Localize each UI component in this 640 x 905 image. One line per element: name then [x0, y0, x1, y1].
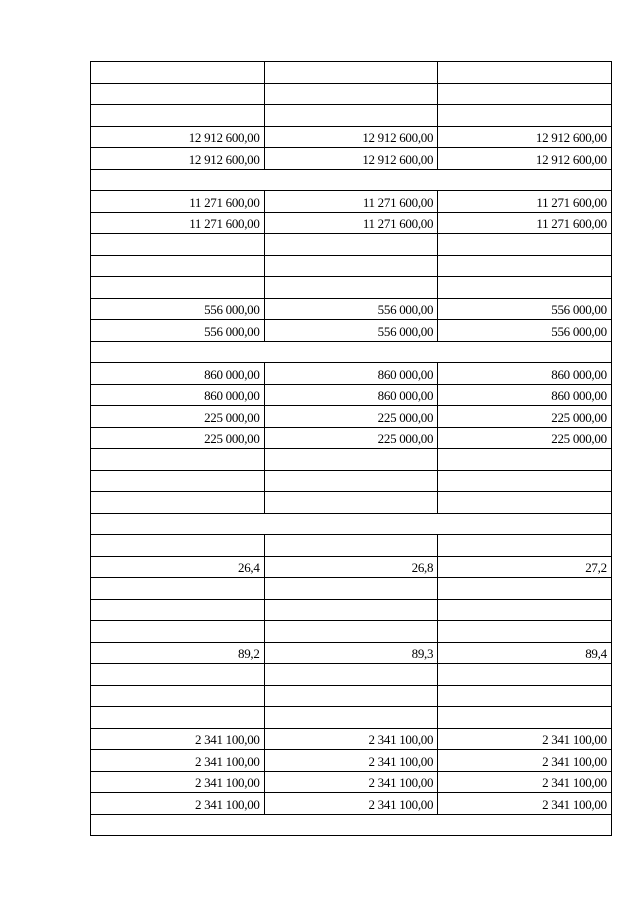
table-cell-col2: 225 000,00	[264, 427, 438, 449]
table-row	[91, 277, 612, 299]
table-row	[91, 685, 612, 707]
table-cell-col1: 2 341 100,00	[91, 793, 265, 815]
table-cell-col1	[91, 470, 265, 492]
table-cell-col1: 225 000,00	[91, 406, 265, 428]
table-cell-col3	[438, 685, 612, 707]
table-cell-col2: 26,8	[264, 556, 438, 578]
table-cell-col2: 2 341 100,00	[264, 750, 438, 772]
table-row	[91, 105, 612, 127]
table-cell-col3: 2 341 100,00	[438, 771, 612, 793]
table-cell-col2: 2 341 100,00	[264, 728, 438, 750]
table-cell-col3: 12 912 600,00	[438, 126, 612, 148]
table-cell-col2	[264, 277, 438, 299]
table-cell-col3: 556 000,00	[438, 298, 612, 320]
table-cell-col1: 11 271 600,00	[91, 212, 265, 234]
table-cell-col3	[438, 599, 612, 621]
table-cell-col1: 11 271 600,00	[91, 191, 265, 213]
table-cell-col3: 860 000,00	[438, 384, 612, 406]
table-cell-col1: 225 000,00	[91, 427, 265, 449]
table-body	[91, 62, 612, 836]
table-cell-col2: 556 000,00	[264, 298, 438, 320]
table-row	[91, 427, 612, 449]
table-cell-col3	[438, 664, 612, 686]
table-row	[91, 234, 612, 256]
table-cell-col2	[264, 105, 438, 127]
table-cell-col3	[438, 277, 612, 299]
table-row	[91, 728, 612, 750]
table-cell-col2	[264, 492, 438, 514]
table-row	[91, 642, 612, 664]
table-row	[91, 578, 612, 600]
table-cell-col2: 2 341 100,00	[264, 793, 438, 815]
table-cell-col2	[264, 664, 438, 686]
table-cell-col3: 225 000,00	[438, 406, 612, 428]
table-cell-col1	[91, 83, 265, 105]
table-cell-col1: 12 912 600,00	[91, 148, 265, 170]
table-cell-col2	[264, 599, 438, 621]
table-row	[91, 212, 612, 234]
table-row	[91, 83, 612, 105]
table-row	[91, 556, 612, 578]
table-cell-col2	[264, 578, 438, 600]
table-cell-col1	[91, 664, 265, 686]
table-cell-col2	[264, 449, 438, 471]
table-row	[91, 406, 612, 428]
table-row	[91, 814, 612, 836]
table-cell-col1	[91, 449, 265, 471]
table-cell-col3: 11 271 600,00	[438, 212, 612, 234]
table-cell-col2	[264, 707, 438, 729]
table-cell-col3: 225 000,00	[438, 427, 612, 449]
table-cell-col1	[91, 277, 265, 299]
data-table	[90, 61, 612, 836]
table-row	[91, 298, 612, 320]
table-cell-col1	[91, 492, 265, 514]
table-cell-col2	[264, 685, 438, 707]
table-cell-col3: 11 271 600,00	[438, 191, 612, 213]
table-cell-merged	[91, 513, 612, 535]
table-row	[91, 599, 612, 621]
table-row	[91, 341, 612, 363]
table-cell-col1	[91, 535, 265, 557]
table-row	[91, 470, 612, 492]
table-cell-merged	[91, 169, 612, 191]
table-cell-col2	[264, 83, 438, 105]
table-cell-col1	[91, 621, 265, 643]
table-cell-col2: 225 000,00	[264, 406, 438, 428]
table-cell-col3	[438, 449, 612, 471]
table-cell-col1: 2 341 100,00	[91, 750, 265, 772]
table-cell-col2: 556 000,00	[264, 320, 438, 342]
table-row	[91, 664, 612, 686]
table-cell-col3: 2 341 100,00	[438, 728, 612, 750]
table-cell-col2: 12 912 600,00	[264, 126, 438, 148]
table-row	[91, 320, 612, 342]
table-cell-col1: 2 341 100,00	[91, 728, 265, 750]
table-row	[91, 621, 612, 643]
table-cell-col3	[438, 62, 612, 84]
table-cell-merged	[91, 814, 612, 836]
table-cell-col3	[438, 234, 612, 256]
table-cell-col2: 89,3	[264, 642, 438, 664]
table-row	[91, 793, 612, 815]
table-cell-col1	[91, 599, 265, 621]
table-cell-col3	[438, 83, 612, 105]
table-row	[91, 148, 612, 170]
table-row	[91, 771, 612, 793]
table-cell-col1: 26,4	[91, 556, 265, 578]
table-cell-col1	[91, 255, 265, 277]
table-cell-col1	[91, 578, 265, 600]
table-row	[91, 384, 612, 406]
table-cell-col3	[438, 621, 612, 643]
table-cell-col1: 556 000,00	[91, 298, 265, 320]
table-cell-col1	[91, 685, 265, 707]
table-cell-col2: 11 271 600,00	[264, 212, 438, 234]
table-row	[91, 750, 612, 772]
table-cell-col3: 27,2	[438, 556, 612, 578]
table-cell-col3	[438, 707, 612, 729]
table-row	[91, 363, 612, 385]
table-cell-col1: 12 912 600,00	[91, 126, 265, 148]
table-cell-col3	[438, 578, 612, 600]
table-cell-col1: 556 000,00	[91, 320, 265, 342]
table-cell-col1: 860 000,00	[91, 363, 265, 385]
table-row	[91, 191, 612, 213]
table-cell-col2	[264, 621, 438, 643]
table-cell-col3	[438, 105, 612, 127]
table-cell-col3: 860 000,00	[438, 363, 612, 385]
table-cell-col1	[91, 707, 265, 729]
table-cell-col2	[264, 234, 438, 256]
table-row	[91, 449, 612, 471]
table-cell-col3: 556 000,00	[438, 320, 612, 342]
table-cell-col1	[91, 105, 265, 127]
table-cell-col1	[91, 234, 265, 256]
table-row	[91, 492, 612, 514]
table-row	[91, 126, 612, 148]
table-cell-col3: 12 912 600,00	[438, 148, 612, 170]
table-cell-col2	[264, 62, 438, 84]
table-cell-col3: 89,4	[438, 642, 612, 664]
table-cell-col1	[91, 62, 265, 84]
table-cell-col3: 2 341 100,00	[438, 793, 612, 815]
table-cell-col3	[438, 255, 612, 277]
table-cell-col1: 860 000,00	[91, 384, 265, 406]
table-cell-col2	[264, 535, 438, 557]
table-row	[91, 513, 612, 535]
table-cell-col3: 2 341 100,00	[438, 750, 612, 772]
table-cell-col1: 2 341 100,00	[91, 771, 265, 793]
table-cell-col2: 860 000,00	[264, 384, 438, 406]
table-cell-col1: 89,2	[91, 642, 265, 664]
table-cell-col2: 11 271 600,00	[264, 191, 438, 213]
table-row	[91, 707, 612, 729]
table-row	[91, 255, 612, 277]
table-row	[91, 535, 612, 557]
table-cell-col2: 12 912 600,00	[264, 148, 438, 170]
table-cell-col3	[438, 470, 612, 492]
table-cell-col3	[438, 492, 612, 514]
table-cell-col2	[264, 255, 438, 277]
table-row	[91, 62, 612, 84]
table-row	[91, 169, 612, 191]
table-cell-col2: 860 000,00	[264, 363, 438, 385]
table-cell-col3	[438, 535, 612, 557]
table-cell-merged	[91, 341, 612, 363]
table-cell-col2	[264, 470, 438, 492]
table-cell-col2: 2 341 100,00	[264, 771, 438, 793]
